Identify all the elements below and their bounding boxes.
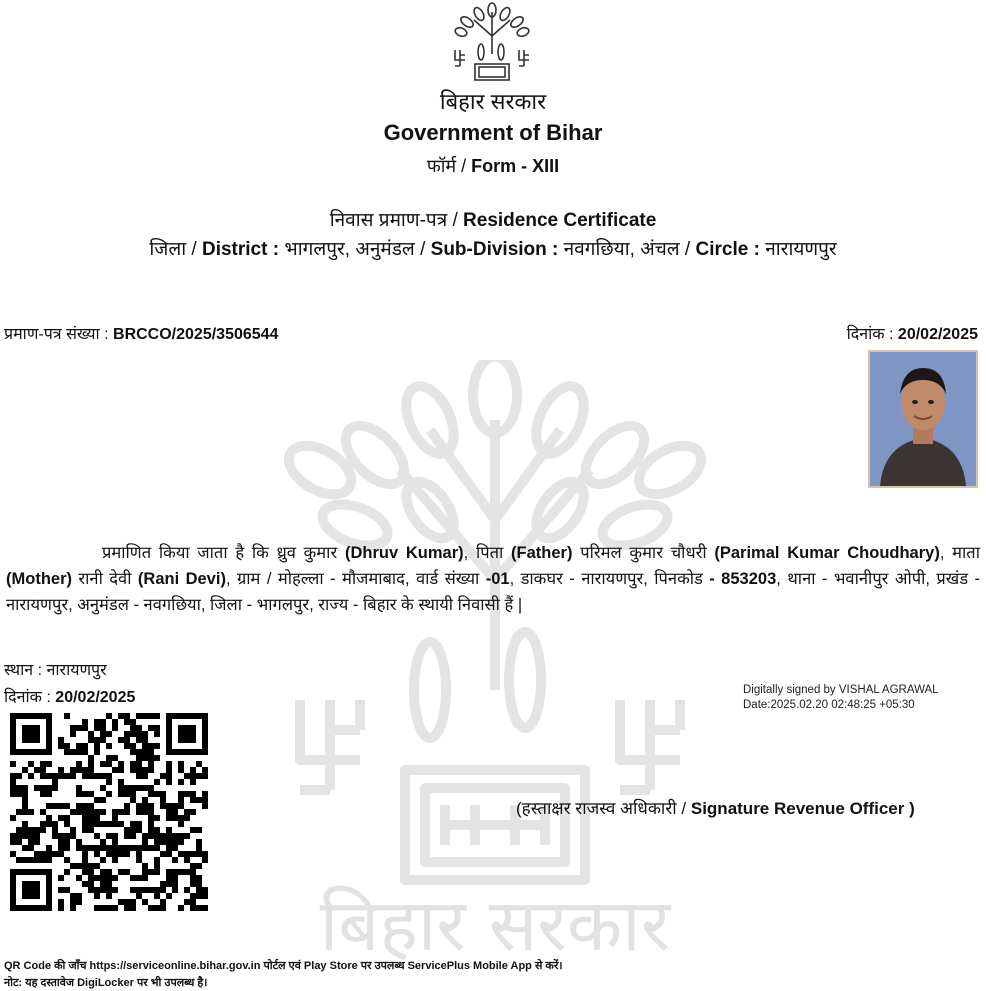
body-mother-en: (Rani Devi) — [137, 570, 226, 588]
bihar-emblem-watermark — [280, 360, 710, 960]
place-date-label: दिनांक : — [4, 689, 56, 706]
issue-date — [847, 322, 978, 344]
body-mother-label: (Mother) — [6, 570, 72, 588]
signature-label-en: Signature Revenue Officer ) — [690, 799, 915, 818]
subdivision-value: नवगछिया, — [563, 239, 641, 260]
place-label: स्थान : — [4, 662, 47, 679]
body-text-9: रानी देवी — [71, 570, 138, 588]
district-value: भागलपुर, — [284, 239, 356, 260]
place-date-line — [4, 685, 135, 707]
body-father-label: (Father) — [511, 544, 573, 562]
cert-no-value: BRCCO/2025/3506544 — [113, 326, 279, 343]
place-line — [4, 658, 107, 680]
body-ward-no: -01 — [485, 570, 510, 588]
place-value: नारायणपुर — [46, 662, 107, 679]
form-label-hindi: फॉर्म / — [426, 156, 472, 176]
qr-verification-note: QR Code की जाँच https://serviceonline.bihar.gov.in पोर्टल एवं Play Store पर उपलब्ध ServicePlus Mobile App से करें। — [4, 960, 563, 972]
issue-date-label: दिनांक : — [846, 326, 898, 343]
signature-label — [516, 796, 915, 819]
watermark-text: बिहार सरकार — [319, 883, 671, 960]
qr-modules — [10, 713, 208, 911]
subdivision-label-en: Sub-Division : — [430, 239, 564, 260]
digital-signature-block — [743, 683, 939, 713]
signature-label-hi: (हस्ताक्षर राजस्व अधिकारी / — [516, 799, 691, 818]
certificate-body — [6, 540, 980, 618]
digital-signature-line2: Date:2025.02.20 02:48:25 +05:30 — [743, 699, 915, 711]
form-number — [0, 154, 986, 178]
district-label-en: District : — [201, 239, 285, 260]
cert-title-hindi: निवास प्रमाण-पत्र / — [329, 210, 464, 231]
certificate-title — [0, 206, 986, 232]
circle-label-hi: अंचल / — [640, 239, 696, 260]
applicant-photo — [868, 350, 978, 488]
bihar-emblem-logo — [449, 2, 535, 82]
header-english-title: Government of Bihar — [383, 120, 603, 145]
qr-code — [10, 713, 208, 911]
issue-date-value: 20/02/2025 — [897, 326, 978, 343]
circle-value: नारायणपुर — [765, 239, 837, 260]
body-text-15: , थाना - भवानीपुर ओपी, प्रखंड - नारायणपुर, अनुमंडल - नवगछिया, जिला - भागलपुर, राज्य - बिहार के स्थायी निवासी हैं | — [6, 570, 981, 614]
place-date-value: 20/02/2025 — [55, 689, 136, 706]
cert-no-label: प्रमाण-पत्र संख्या : — [4, 326, 114, 343]
circle-label-en: Circle : — [695, 239, 766, 260]
certificate-number — [4, 322, 278, 344]
district-label-hi: जिला / — [149, 239, 202, 260]
body-text-1: प्रमाणित किया जाता है कि ध्रुव कुमार — [102, 544, 345, 562]
body-father-en: (Parimal Kumar Choudhary) — [714, 544, 940, 562]
body-text-11: , ग्राम / मोहल्ला - मौजमाबाद, वार्ड संख्या — [225, 570, 486, 588]
digital-signature-line1: Digitally signed by VISHAL AGRAWAL — [743, 684, 939, 696]
subdivision-label-hi: अनुमंडल / — [355, 239, 431, 260]
body-pincode: - 853203 — [709, 570, 777, 588]
form-label-english: Form - XIII — [471, 156, 560, 176]
photo-illustration — [870, 352, 976, 486]
body-text-3: , पिता — [463, 544, 512, 562]
body-text-5: परिमल कुमार चौधरी — [572, 544, 715, 562]
cert-title-english: Residence Certificate — [463, 210, 657, 231]
jurisdiction-line — [0, 235, 986, 261]
digilocker-note: नोट: यह दस्तावेज DigiLocker पर भी उपलब्ध है। — [4, 977, 208, 989]
body-text-13: , डाकघर - नारायणपुर, पिनकोड — [509, 570, 710, 588]
body-name-en: (Dhruv Kumar) — [344, 544, 464, 562]
header-hindi-title: बिहार सरकार — [439, 89, 547, 114]
body-text-7: , माता — [939, 544, 980, 562]
